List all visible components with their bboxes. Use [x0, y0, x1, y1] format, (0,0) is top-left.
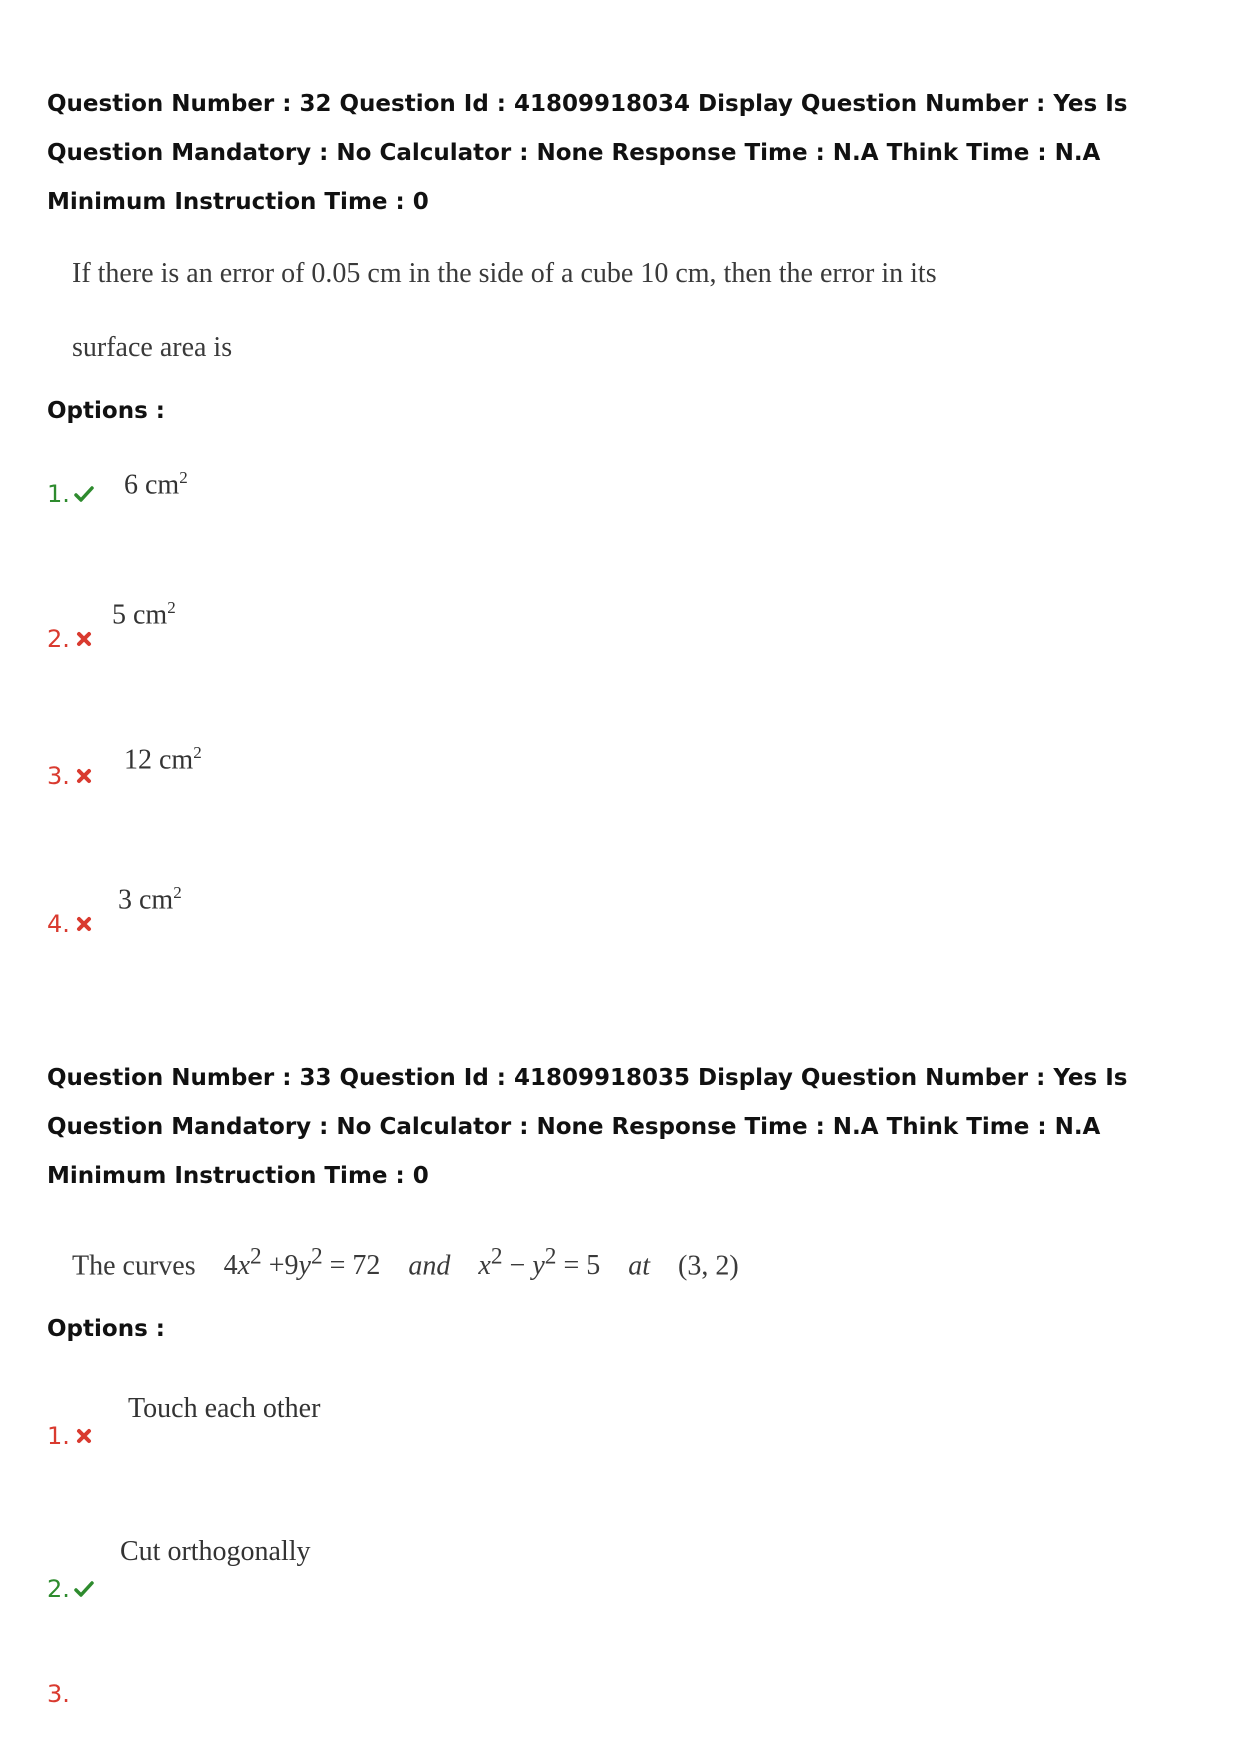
check-icon: [74, 484, 94, 504]
option-3-number: 3.: [47, 762, 94, 790]
question-text-line1: If there is an error of 0.05 cm in the side of a cube 10 cm, then the error in its: [72, 258, 937, 289]
question-meta: Question Number : 32 Question Id : 41809918034 Display Question Number : Yes Is Question Mandatory : No Calculator : None Response Time : N.A Think Time : N.A Minimum Instruction Time : 0: [47, 91, 1128, 215]
option-3-value: 12 $cm^2$: [124, 743, 202, 776]
option-4-value: 3 $cm^2$: [118, 883, 182, 916]
option-1-value: 6 $cm^2$: [124, 468, 188, 501]
cross-icon: [74, 766, 94, 786]
option-1-value: Touch each other: [128, 1393, 321, 1424]
option-2-number: 2.: [47, 1575, 94, 1603]
equation-ellipse: $4x^2 +9y^2 = 72$: [223, 1244, 381, 1282]
options-label: Options :: [47, 1316, 165, 1342]
option-4-number: 4.: [47, 910, 94, 938]
option-1-number: 1.: [47, 1422, 94, 1450]
option-2-number: 2.: [47, 625, 94, 653]
options-label: Options :: [47, 398, 165, 424]
option-2-value: Cut orthogonally: [120, 1536, 311, 1567]
question-text-line2: surface area is: [72, 332, 233, 363]
cross-icon: [74, 914, 94, 934]
option-1-number: 1.: [47, 480, 94, 508]
option-2-value: 5 $cm^2$: [112, 598, 176, 631]
cross-icon: [74, 1426, 94, 1446]
point: (3, 2): [678, 1250, 739, 1282]
option-3-number: 3.: [47, 1680, 70, 1708]
check-icon: [74, 1579, 94, 1599]
question-meta: Question Number : 33 Question Id : 41809918035 Display Question Number : Yes Is Question Mandatory : No Calculator : None Response Time : N.A Think Time : N.A Minimum Instruction Time : 0: [47, 1065, 1128, 1189]
question-text: The curves $4x^2 +9y^2 = 72$ and $x^2 - y^2 = 5$ at (3, 2): [72, 1244, 739, 1282]
cross-icon: [74, 629, 94, 649]
equation-hyperbola: $x^2 - y^2 = 5$: [478, 1244, 601, 1282]
